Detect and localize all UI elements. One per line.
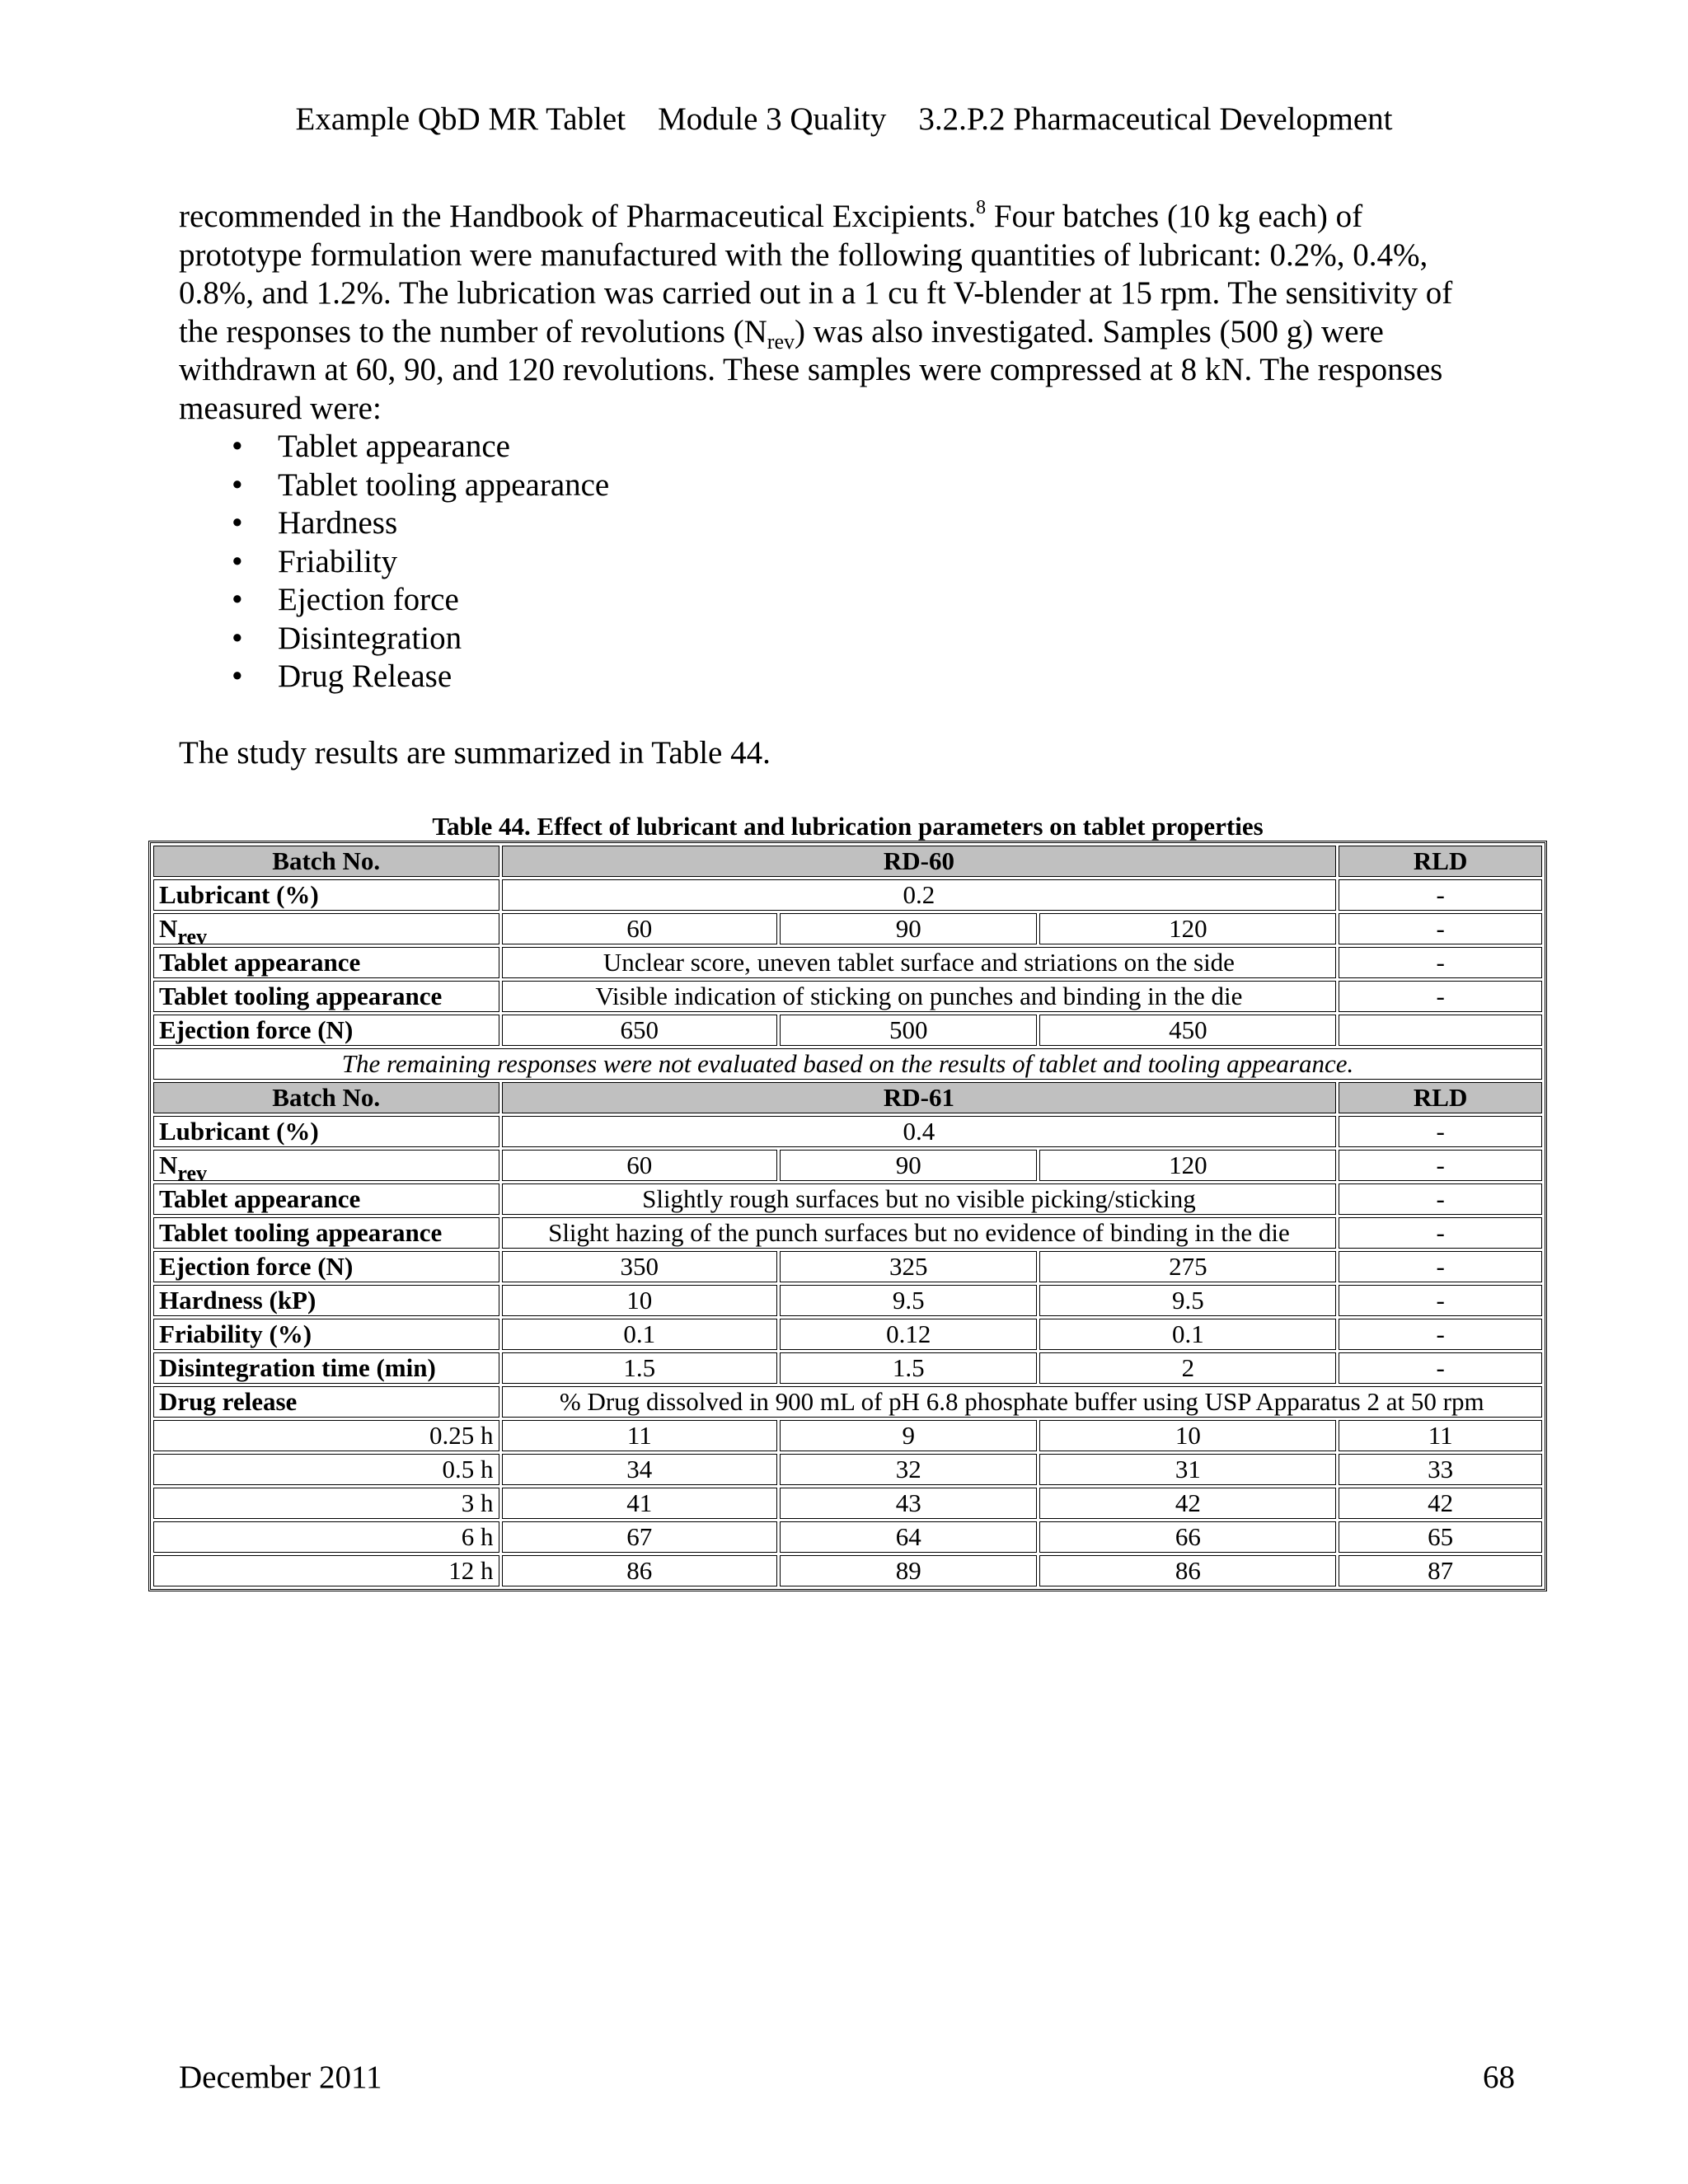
header-doc-title: Example QbD MR Tablet (295, 101, 626, 137)
rld-header-cell: RLD (1339, 1082, 1542, 1113)
table-row (153, 1116, 1542, 1147)
table-cell: 2 (1039, 1352, 1336, 1384)
table-cell: Slightly rough surfaces but no visible picking/sticking (502, 1183, 1337, 1215)
row-label: Ejection force (N) (153, 1015, 499, 1046)
table-row (153, 1488, 1542, 1519)
table-cell: 90 (780, 913, 1037, 944)
table-row (153, 1420, 1542, 1451)
table-cell: 0.4 (502, 1116, 1337, 1147)
list-item-text: Drug Release (278, 658, 452, 694)
time-point-cell: 0.5 h (153, 1454, 499, 1485)
table-row (153, 981, 1542, 1012)
list-item-text: Tablet tooling appearance (278, 466, 610, 503)
row-label (153, 1150, 499, 1181)
table-cell: 1.5 (502, 1352, 778, 1384)
table-cell: 32 (780, 1454, 1037, 1485)
table-cell: 1.5 (780, 1352, 1037, 1384)
bullet-icon: • (232, 429, 243, 464)
label-subscript: rev (177, 925, 208, 944)
row-label: Lubricant (%) (153, 879, 499, 911)
row-label: Tablet appearance (153, 947, 499, 978)
table-cell: 9.5 (780, 1285, 1037, 1316)
row-label (153, 913, 499, 944)
list-item-text: Tablet appearance (278, 429, 510, 464)
time-point-cell: 0.25 h (153, 1420, 499, 1451)
table-cell: 41 (502, 1488, 778, 1519)
table-cell: Unclear score, uneven tablet surface and striations on the side (502, 947, 1337, 978)
label-text: N (159, 914, 178, 943)
time-point-cell: 6 h (153, 1521, 499, 1553)
rld-header-cell: RLD (1339, 846, 1542, 877)
table-cell: 0.1 (1039, 1319, 1336, 1350)
table-cell: 33 (1339, 1454, 1542, 1485)
table-row (153, 1048, 1542, 1080)
label-text: N (159, 1151, 178, 1179)
header-section: 3.2.P.2 Pharmaceutical Development (918, 101, 1393, 137)
table-cell: 65 (1339, 1521, 1542, 1553)
paragraph-line (179, 313, 1514, 352)
time-point-cell: 12 h (153, 1555, 499, 1586)
table-cell: 10 (1039, 1420, 1336, 1451)
bullet-icon: • (232, 582, 243, 617)
table-cell: - (1339, 879, 1542, 911)
running-header (0, 101, 1688, 138)
table-cell: - (1339, 1352, 1542, 1384)
table-cell: - (1339, 913, 1542, 944)
table-row (153, 1352, 1542, 1384)
results-table (148, 841, 1547, 1591)
table-cell: 11 (1339, 1420, 1542, 1451)
batch-label-cell: Batch No. (153, 1082, 499, 1113)
bullet-icon: • (232, 620, 243, 656)
table-cell: 10 (502, 1285, 778, 1316)
summary-sentence: The study results are summarized in Table 44. (179, 734, 771, 771)
table-cell: - (1339, 1116, 1542, 1147)
table-cell: - (1339, 1183, 1542, 1215)
table-cell: - (1339, 1285, 1542, 1316)
row-label: Ejection force (N) (153, 1251, 499, 1282)
table-cell: 42 (1339, 1488, 1542, 1519)
table-row (153, 1285, 1542, 1316)
table-cell: 34 (502, 1454, 778, 1485)
table-cell: 120 (1039, 913, 1336, 944)
table-cell: 60 (502, 1150, 778, 1181)
paragraph-line: measured were: (179, 390, 382, 426)
table-cell: 0.12 (780, 1319, 1037, 1350)
table-cell: 43 (780, 1488, 1037, 1519)
list-item (179, 543, 1514, 582)
paragraph-line: 0.8%, and 1.2%. The lubrication was carried out in a 1 cu ft V-blender at 15 rpm. The sensitivity of (179, 275, 1453, 311)
table-cell: 0.2 (502, 879, 1337, 911)
table-cell: 42 (1039, 1488, 1336, 1519)
table-row (153, 1386, 1542, 1418)
table-row (153, 1251, 1542, 1282)
response-list (179, 428, 1514, 696)
table-cell: - (1339, 1251, 1542, 1282)
table-row (153, 1454, 1542, 1485)
table-row (153, 1555, 1542, 1586)
table-cell: 64 (780, 1521, 1037, 1553)
table-cell: 350 (502, 1251, 778, 1282)
table-cell: % Drug dissolved in 900 mL of pH 6.8 phosphate buffer using USP Apparatus 2 at 50 rpm (502, 1386, 1543, 1418)
text-run: recommended in the Handbook of Pharmaceutical Excipients. (179, 199, 977, 234)
table-row (153, 947, 1542, 978)
list-item-text: Hardness (278, 505, 398, 541)
row-label: Disintegration time (min) (153, 1352, 499, 1384)
page-number: 68 (1483, 2060, 1515, 2095)
row-label: Lubricant (%) (153, 1116, 499, 1147)
list-item (179, 466, 1514, 505)
row-label: Drug release (153, 1386, 499, 1418)
table-row (153, 1015, 1542, 1046)
nrev-subscript: rev (767, 329, 795, 354)
table-cell: 86 (502, 1555, 778, 1586)
table-cell: 9.5 (1039, 1285, 1336, 1316)
table-row (153, 1521, 1542, 1553)
table-cell: 500 (780, 1015, 1037, 1046)
table-cell: 31 (1039, 1454, 1336, 1485)
list-item (179, 658, 1514, 696)
list-item (179, 620, 1514, 658)
table-note: The remaining responses were not evaluated based on the results of tablet and tooling appearance. (153, 1048, 1542, 1080)
bullet-icon: • (232, 543, 243, 579)
batch-id-cell: RD-60 (502, 846, 1337, 877)
footer-date: December 2011 (179, 2060, 382, 2095)
row-label: Tablet tooling appearance (153, 981, 499, 1012)
table-cell: 11 (502, 1420, 778, 1451)
table-caption: Table 44. Effect of lubricant and lubrication parameters on tablet properties (432, 812, 1264, 841)
table-row (153, 913, 1542, 944)
table-row (153, 879, 1542, 911)
row-label: Hardness (kP) (153, 1285, 499, 1316)
table-cell: 66 (1039, 1521, 1336, 1553)
table-row (153, 846, 1542, 877)
table-row (153, 1217, 1542, 1249)
paragraph-line (179, 198, 1514, 237)
batch-label-cell: Batch No. (153, 846, 499, 877)
row-label: Friability (%) (153, 1319, 499, 1350)
table-cell: 275 (1039, 1251, 1336, 1282)
table-cell: - (1339, 1150, 1542, 1181)
list-item (179, 581, 1514, 620)
list-item-text: Friability (278, 543, 398, 579)
table-cell: 650 (502, 1015, 778, 1046)
table-cell: 90 (780, 1150, 1037, 1181)
list-item-text: Ejection force (278, 582, 459, 617)
table-cell: - (1339, 1217, 1542, 1249)
reference-superscript: 8 (976, 197, 987, 218)
table-cell: 67 (502, 1521, 778, 1553)
table-cell: 0.1 (502, 1319, 778, 1350)
list-item (179, 504, 1514, 543)
table-cell: 86 (1039, 1555, 1336, 1586)
text-run: ) was also investigated. Samples (500 g) were (794, 313, 1384, 349)
header-module: Module 3 Quality (658, 101, 887, 137)
body-text (179, 198, 1514, 772)
table-row (153, 1150, 1542, 1181)
table-cell: - (1339, 1319, 1542, 1350)
time-point-cell: 3 h (153, 1488, 499, 1519)
table-row (153, 1082, 1542, 1113)
bullet-icon: • (232, 505, 243, 541)
table-cell: 450 (1039, 1015, 1336, 1046)
list-item (179, 428, 1514, 466)
row-label: Tablet tooling appearance (153, 1217, 499, 1249)
table-row (153, 1183, 1542, 1215)
row-label: Tablet appearance (153, 1183, 499, 1215)
text-run: Four batches (10 kg each) of (986, 199, 1363, 234)
table-cell: - (1339, 947, 1542, 978)
table-cell (1339, 1015, 1542, 1046)
paragraph-line: prototype formulation were manufactured with the following quantities of lubricant: 0.2%, 0.4%, (179, 237, 1428, 273)
bullet-icon: • (232, 466, 243, 503)
table-cell: 87 (1339, 1555, 1542, 1586)
table-cell: Visible indication of sticking on punches and binding in the die (502, 981, 1337, 1012)
table-cell: 9 (780, 1420, 1037, 1451)
table-cell: - (1339, 981, 1542, 1012)
table-cell: 120 (1039, 1150, 1336, 1181)
table-cell: 89 (780, 1555, 1037, 1586)
batch-id-cell: RD-61 (502, 1082, 1337, 1113)
results-table-grid (151, 843, 1545, 1589)
paragraph-line: withdrawn at 60, 90, and 120 revolutions. These samples were compressed at 8 kN. The responses (179, 352, 1443, 387)
text-run: the responses to the number of revolutions (N (179, 313, 767, 349)
list-item-text: Disintegration (278, 620, 462, 656)
table-row (153, 1319, 1542, 1350)
table-cell: 325 (780, 1251, 1037, 1282)
bullet-icon: • (232, 658, 243, 694)
label-subscript: rev (177, 1161, 208, 1181)
table-cell: 60 (502, 913, 778, 944)
table-cell: Slight hazing of the punch surfaces but no evidence of binding in the die (502, 1217, 1337, 1249)
